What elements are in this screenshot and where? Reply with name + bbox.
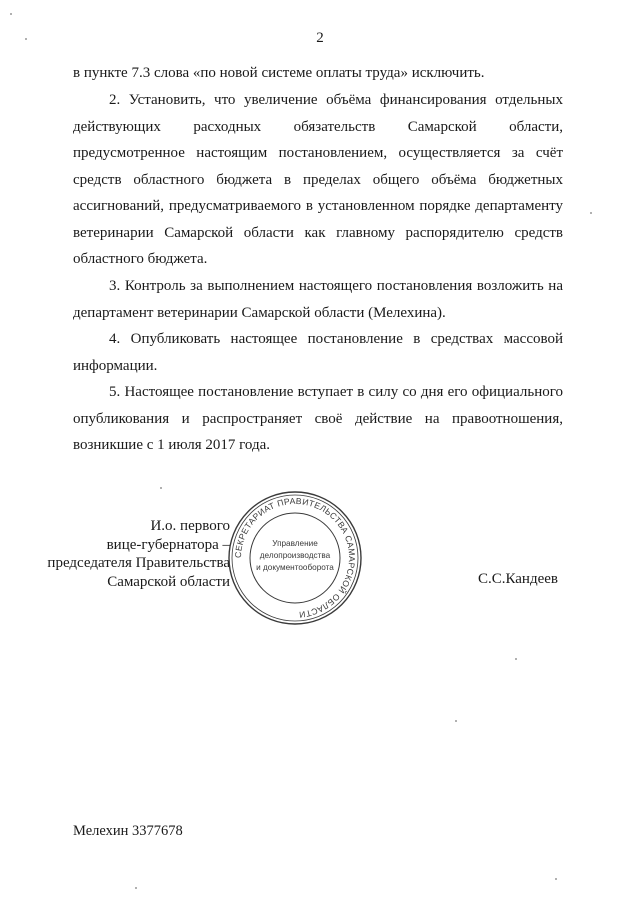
scan-speck: [455, 720, 457, 722]
signature-title-line: И.о. первого: [150, 518, 230, 534]
official-stamp: [225, 488, 365, 628]
paragraph-5: 5. Настоящее постановление вступает в силу со дня его официального опубликования и распространяет своё действие на правоотношения, возникшие с 1 июля 2017 года.: [73, 384, 563, 453]
scan-speck: [515, 658, 517, 660]
signature-title-line: председателя Правительства: [47, 555, 230, 571]
stamp-center-line: делопроизводства: [259, 551, 331, 560]
paragraph-2: 2. Установить, что увеличение объёма финансирования отдельных действующих расходных обязательств Самарской области, предусмотренное настоящим постановлением, осуществляется за счёт средств областного бюджета в пределах общего объёма бюджетных ассигнований, предусматриваемого в установленном порядке департаменту ветеринарии Самарской области как главному распорядителю средств областного бюджета.: [73, 92, 563, 267]
signature-title-line: Самарской области: [107, 573, 230, 590]
signature-title: [40, 517, 230, 591]
paragraph-4: 4. Опубликовать настоящее постановление в средствах массовой информации.: [73, 331, 563, 374]
scan-speck: [590, 212, 592, 214]
executor-reference: Мелехин 3377678: [73, 823, 183, 839]
scan-speck: [135, 887, 137, 889]
page-number: 2: [316, 30, 324, 46]
scan-speck: [160, 487, 162, 489]
signatory-name: С.С.Кандеев: [477, 571, 558, 587]
stamp-center-line: Управление: [272, 539, 318, 548]
scan-speck: [10, 13, 12, 15]
scan-speck: [555, 878, 557, 880]
scan-speck: [25, 38, 27, 40]
paragraph-3: 3. Контроль за выполнением настоящего постановления возложить на департамент ветеринарии Самарской области (Мелехина).: [73, 278, 563, 321]
stamp-ring-text: СЕКРЕТАРИАТ ПРАВИТЕЛЬСТВА САМАРСКОЙ ОБЛАСТИ: [232, 495, 358, 620]
stamp-center-line: и документооборота: [256, 563, 334, 572]
paragraph-1-continuation: в пункте 7.3 слова «по новой системе оплаты труда» исключить.: [73, 65, 485, 81]
signature-title-line: вице-губернатора –: [106, 536, 230, 553]
